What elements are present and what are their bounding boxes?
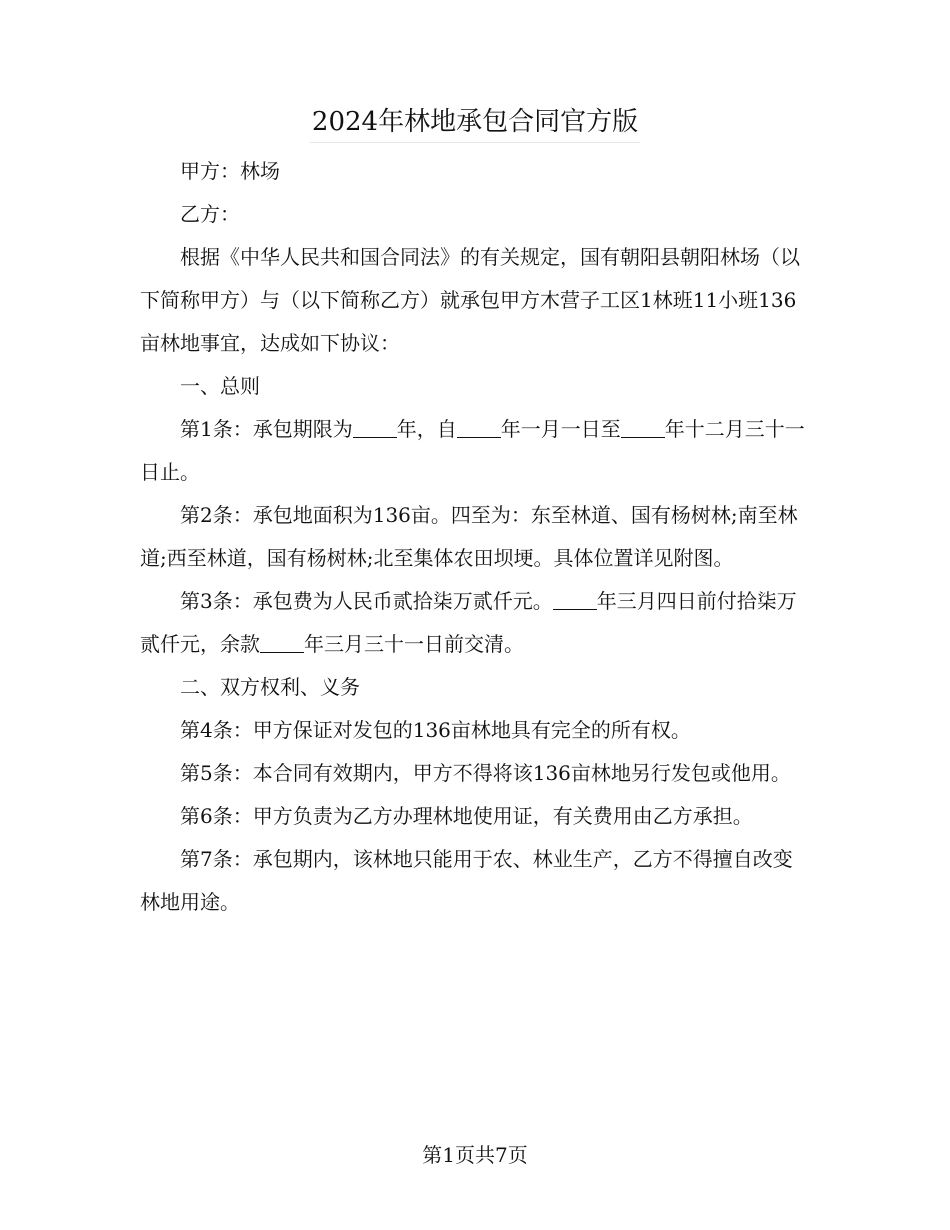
article-2: 第2条：承包地面积为136亩。四至为：东至林道、国有杨树林;南至林道;西至林道，国有杨树林;北至集体农田坝埂。具体位置详见附图。 (140, 503, 798, 570)
article-4: 第4条：甲方保证对发包的136亩林地具有完全的所有权。 (180, 718, 691, 742)
section-heading-rights: 二、双方权利、义务 (180, 675, 360, 699)
article-3 (140, 580, 810, 666)
article-3-part-2: 年三月四日前付拾柒万贰仟元，余款 (140, 589, 797, 656)
section-heading-general: 一、总则 (180, 374, 260, 398)
page-footer (0, 1140, 950, 1170)
article-1-part-3: 年一月一日至 (500, 417, 621, 441)
blank-line (553, 589, 597, 610)
article-3-part-3: 年三月三十一日前交清。 (304, 632, 524, 656)
article-1-part-4: 年十二月三十一日止。 (140, 417, 805, 484)
party-b-line: 乙方： (180, 202, 240, 226)
article-6: 第6条：甲方负责为乙方办理林地使用证，有关费用由乙方承担。 (180, 804, 753, 828)
blank-line (621, 417, 665, 438)
party-a-line: 甲方：林场 (180, 159, 280, 183)
article-7: 第7条：承包期内，该林地只能用于农、林业生产，乙方不得擅自改变林地用途。 (140, 847, 793, 914)
article-3-part-1: 第3条：承包费为人民币贰拾柒万贰仟元。 (180, 589, 553, 613)
document-title (0, 104, 950, 143)
article-5: 第5条：本合同有效期内，甲方不得将该136亩林地另行发包或他用。 (180, 761, 791, 785)
article-1 (140, 408, 810, 494)
document-body (140, 150, 810, 924)
article-1-part-1: 第1条：承包期限为 (180, 417, 353, 441)
intro-paragraph: 根据《中华人民共和国合同法》的有关规定，国有朝阳县朝阳林场（以下简称甲方）与（以下简称乙方）就承包甲方木营子工区1林班11小班136亩林地事宜，达成如下协议： (140, 245, 800, 355)
article-1-part-2: 年，自 (396, 417, 457, 441)
blank-line (457, 417, 501, 438)
title-text: 2024年林地承包合同官方版 (310, 104, 640, 143)
blank-line (353, 417, 397, 438)
blank-line (260, 632, 304, 653)
page-number: 第1页共7页 (422, 1143, 528, 1167)
